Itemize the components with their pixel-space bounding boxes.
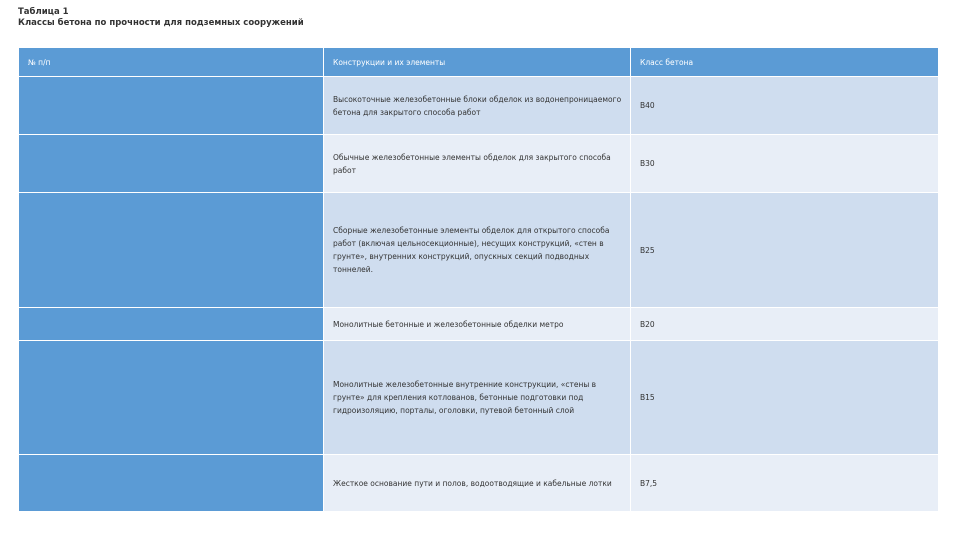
row-number-cell xyxy=(19,193,324,308)
row-element-cell: Монолитные бетонные и железобетонные обделки метро xyxy=(324,308,631,341)
row-number-cell xyxy=(19,77,324,135)
row-number-cell xyxy=(19,341,324,455)
table-caption xyxy=(18,7,304,29)
row-class-cell: В7,5 xyxy=(631,455,939,512)
table-row xyxy=(19,455,939,512)
table-row xyxy=(19,77,939,135)
table-row xyxy=(19,308,939,341)
row-number-cell xyxy=(19,455,324,512)
row-element-cell: Высокоточные железобетонные блоки обделок из водонепроницаемого бетона для закрытого способа работ xyxy=(324,77,631,135)
header-concrete-class: Класс бетона xyxy=(631,48,939,77)
table-row xyxy=(19,135,939,193)
row-element-cell: Сборные железобетонные элементы обделок для открытого способа работ (включая цельносекционные), несущих конструкций, «стен в грунте», внутренних конструкций, опускных секций подводных тоннелей. xyxy=(324,193,631,308)
row-class-cell: В20 xyxy=(631,308,939,341)
row-number-cell xyxy=(19,308,324,341)
header-number: № п/п xyxy=(19,48,324,77)
row-element-cell: Обычные железобетонные элементы обделок для закрытого способа работ xyxy=(324,135,631,193)
table-title: Классы бетона по прочности для подземных сооружений xyxy=(18,18,304,28)
row-class-cell: В15 xyxy=(631,341,939,455)
header-structures: Конструкции и их элементы xyxy=(324,48,631,77)
concrete-class-table xyxy=(18,47,939,512)
row-class-cell: В25 xyxy=(631,193,939,308)
row-element-cell: Монолитные железобетонные внутренние конструкции, «стены в грунте» для крепления котлованов, бетонные подготовки под гидроизоляцию, порталы, оголовки, путевой бетонный слой xyxy=(324,341,631,455)
table-number: Таблица 1 xyxy=(18,7,69,17)
row-number-cell xyxy=(19,135,324,193)
table-header-row xyxy=(19,48,939,77)
row-element-cell: Жесткое основание пути и полов, водоотводящие и кабельные лотки xyxy=(324,455,631,512)
table-row xyxy=(19,193,939,308)
table-row xyxy=(19,341,939,455)
row-class-cell: В30 xyxy=(631,135,939,193)
row-class-cell: В40 xyxy=(631,77,939,135)
